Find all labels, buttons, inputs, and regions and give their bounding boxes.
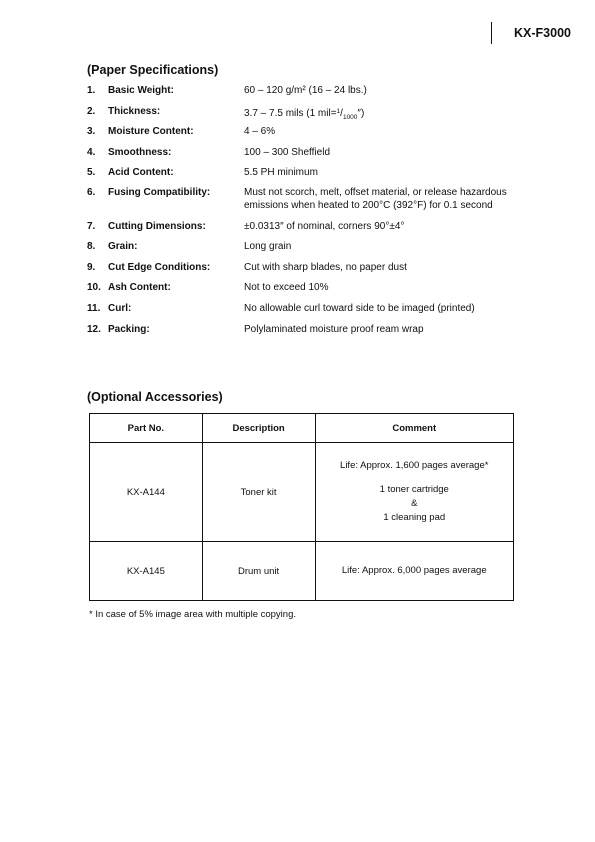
comment-cell [315, 443, 514, 542]
spec-label: Fusing Compatibility: [108, 187, 211, 198]
fraction-denominator: 1000 [342, 114, 358, 121]
paper-specifications-title: (Paper Specifications) [87, 63, 219, 77]
comment-line: Life: Approx. 6,000 pages average [341, 565, 487, 576]
thickness-value-pre: 3.7 – 7.5 mils (1 mil= [244, 108, 337, 119]
spec-number: 5. [87, 167, 96, 178]
spec-number: 7. [87, 221, 96, 232]
column-header-comment: Comment [315, 414, 514, 443]
spec-label: Grain: [108, 241, 138, 252]
model-number: KX-F3000 [491, 22, 571, 44]
comment-line: 1 toner cartridge [379, 484, 449, 495]
spec-number: 4. [87, 147, 96, 158]
optional-accessories-title: (Optional Accessories) [87, 390, 223, 404]
spec-label: Cut Edge Conditions: [108, 262, 211, 273]
footnote: * In case of 5% image area with multiple copying. [89, 609, 296, 620]
spec-value-line: Must not scorch, melt, offset material, or release hazardous [244, 187, 507, 198]
spec-label: Smoothness: [108, 147, 172, 158]
spec-value: 4 – 6% [244, 126, 276, 137]
spec-number: 6. [87, 187, 96, 198]
spec-value: 100 – 300 Sheffield [244, 147, 331, 158]
spec-value: 5.5 PH minimum [244, 167, 318, 178]
spec-label: Ash Content: [108, 282, 171, 293]
part-number-cell: KX-A145 [90, 542, 203, 601]
spec-label: Cutting Dimensions: [108, 221, 206, 232]
table-row [90, 542, 514, 601]
comment-line: 1 cleaning pad [383, 512, 446, 523]
spec-value [244, 186, 544, 212]
spec-value: Long grain [244, 241, 292, 252]
spec-label: Basic Weight: [108, 85, 174, 96]
description-cell: Toner kit [202, 443, 315, 542]
thickness-value-post: ″) [357, 108, 365, 119]
spec-number: 12. [87, 324, 101, 335]
spec-value: Polylaminated moisture proof ream wrap [244, 324, 424, 335]
spec-value: 60 – 120 g/m² (16 – 24 lbs.) [244, 85, 367, 96]
column-header-description: Description [202, 414, 315, 443]
spec-number: 11. [87, 303, 101, 314]
comment-line: & [411, 498, 418, 509]
spec-label: Packing: [108, 324, 150, 335]
comment-spacer [316, 473, 514, 483]
spec-label: Thickness: [108, 106, 161, 117]
spec-value-line: emissions when heated to 200°C (392°F) for 0.1 second [244, 200, 493, 211]
spec-value: Cut with sharp blades, no paper dust [244, 262, 407, 273]
spec-label: Curl: [108, 303, 132, 314]
comment-line: Life: Approx. 1,600 pages average* [340, 460, 489, 471]
spec-number: 3. [87, 126, 96, 137]
spec-value: Not to exceed 10% [244, 282, 329, 293]
spec-value: ±0.0313″ of nominal, corners 90°±4° [244, 221, 405, 232]
spec-number: 8. [87, 241, 96, 252]
spec-label: Moisture Content: [108, 126, 194, 137]
table-header-row [90, 414, 514, 443]
column-header-part-no: Part No. [90, 414, 203, 443]
spec-value: 3.7 – 7.5 mils (1 $mil=^1/_{1000}''$) [244, 108, 365, 121]
spec-number: 1. [87, 85, 96, 96]
spec-number: 2. [87, 106, 96, 117]
description-cell: Drum unit [202, 542, 315, 601]
spec-label: Acid Content: [108, 167, 174, 178]
comment-cell [315, 542, 514, 601]
fraction-numerator: 1 [336, 108, 341, 115]
spec-value: No allowable curl toward side to be imaged (printed) [244, 303, 475, 314]
spec-number: 10. [87, 282, 101, 293]
spec-number: 9. [87, 262, 96, 273]
accessories-table [89, 413, 514, 601]
table-row [90, 443, 514, 542]
part-number-cell: KX-A144 [90, 443, 203, 542]
